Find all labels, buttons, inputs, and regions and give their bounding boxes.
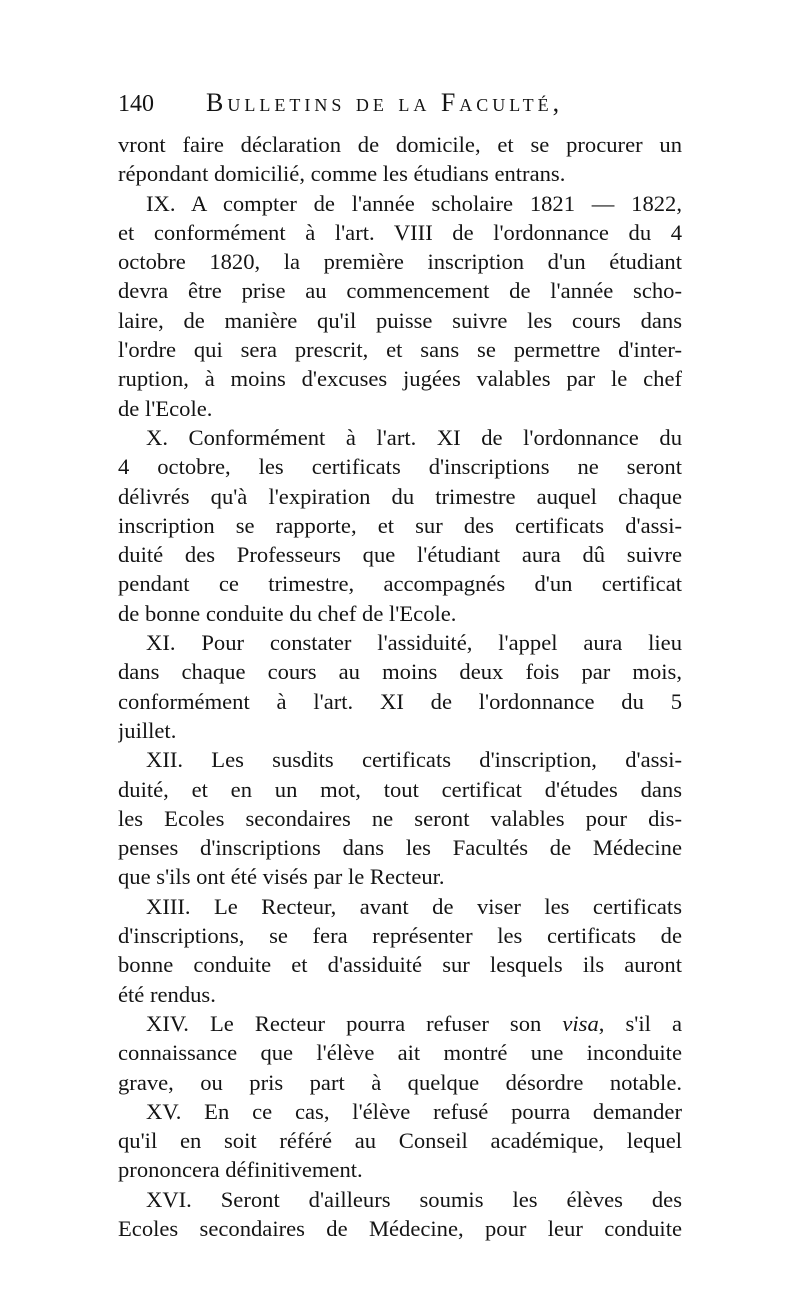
text-line: qu'il en soit référé au Conseil académique, lequel xyxy=(118,1128,682,1154)
text-line: ruption, à moins d'excuses jugées valables par le chef xyxy=(118,366,682,392)
text-line: pendant ce trimestre, accompagnés d'un certificat xyxy=(118,571,682,597)
italic-word: visa xyxy=(562,1010,599,1036)
text-line: de l'Ecole. xyxy=(118,395,213,421)
running-title: Bulletins de la Faculté, xyxy=(206,88,564,117)
text-line: duité, et en un mot, tout certificat d'études dans xyxy=(118,776,682,802)
text-line: XII. Les susdits certificats d'inscription, d'assi- xyxy=(146,747,682,773)
text-line: dans chaque cours au moins deux fois par mois, xyxy=(118,659,682,685)
text-line: Ecoles secondaires de Médecine, pour leur conduite xyxy=(118,1215,682,1241)
text-line: grave, ou pris part à quelque désordre notable. xyxy=(118,1069,682,1095)
text-line: délivrés qu'à l'expiration du trimestre auquel chaque xyxy=(118,483,682,509)
page-body-text xyxy=(118,130,682,1243)
text-line: répondant domicilié, comme les étudians entrans. xyxy=(118,161,566,187)
text-line: l'ordre qui sera prescrit, et sans se permettre d'inter- xyxy=(118,337,682,363)
text-line: XV. En ce cas, l'élève refusé pourra demander xyxy=(146,1098,682,1124)
text-line: XVI. Seront d'ailleurs soumis les élèves des xyxy=(146,1186,682,1212)
text-line: prononcera définitivement. xyxy=(118,1157,363,1183)
text-line: vront faire déclaration de domicile, et se procurer un xyxy=(118,132,682,157)
text-line: de bonne conduite du chef de l'Ecole. xyxy=(118,600,457,626)
text-line: d'inscriptions, se fera représenter les certificats de xyxy=(118,923,682,949)
page-header xyxy=(118,88,682,128)
text-line: connaissance que l'élève ait montré une inconduite xyxy=(118,1040,682,1066)
text-line: bonne conduite et d'assiduité sur lesquels ils auront xyxy=(118,952,682,978)
text-line: été rendus. xyxy=(118,981,216,1007)
text-line: les Ecoles secondaires ne seront valables pour dis- xyxy=(118,805,682,831)
text-line: duité des Professeurs que l'étudiant aura dû suivre xyxy=(118,542,682,568)
text-line: XIV. Le Recteur pourra refuser son visa, s'il a xyxy=(146,1010,682,1036)
text-line: devra être prise au commencement de l'année scho- xyxy=(118,278,682,304)
text-line: IX. A compter de l'année scholaire 1821 — 1822, xyxy=(146,190,682,216)
page-number: 140 xyxy=(118,91,154,117)
text-line: et conformément à l'art. VIII de l'ordonnance du 4 xyxy=(118,219,682,245)
text-line: XI. Pour constater l'assiduité, l'appel aura lieu xyxy=(146,630,682,656)
text-line: X. Conformément à l'art. XI de l'ordonnance du xyxy=(146,424,682,450)
text-line: laire, de manière qu'il puisse suivre les cours dans xyxy=(118,307,682,333)
text-line: XIII. Le Recteur, avant de viser les certificats xyxy=(146,893,682,919)
text-line: penses d'inscriptions dans les Facultés de Médecine xyxy=(118,835,682,861)
text-line: inscription se rapporte, et sur des certificats d'assi- xyxy=(118,512,682,538)
text-line: 4 octobre, les certificats d'inscriptions ne seront xyxy=(118,454,682,480)
book-page xyxy=(118,88,682,1243)
text-line: octobre 1820, la première inscription d'un étudiant xyxy=(118,249,682,275)
text-line: conformément à l'art. XI de l'ordonnance du 5 xyxy=(118,688,682,714)
text-line: juillet. xyxy=(118,717,177,743)
text-line: que s'ils ont été visés par le Recteur. xyxy=(118,864,445,890)
